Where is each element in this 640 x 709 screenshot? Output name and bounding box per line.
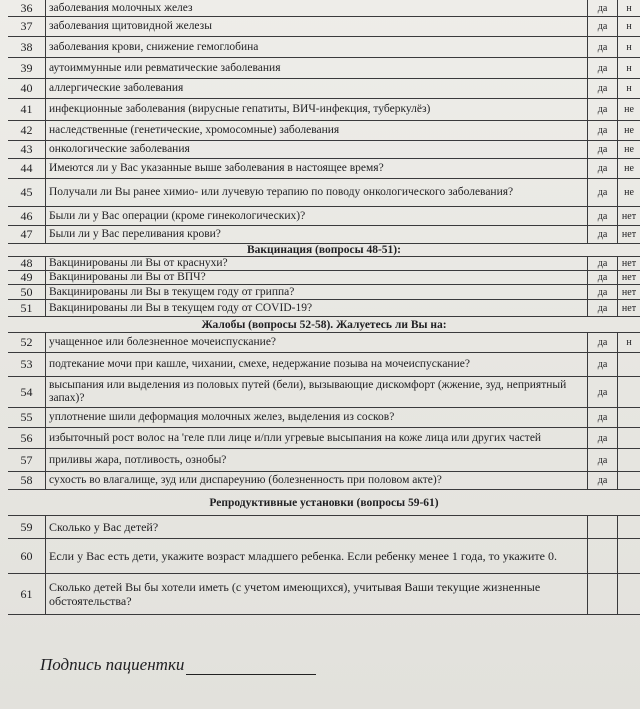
question-number: 48 [8,257,46,270]
question-row-48 [8,257,640,271]
question-text: Вакцинированы ли Вы от ВПЧ? [46,271,588,284]
question-number: 57 [8,449,46,471]
section-header [8,244,640,257]
answer-no[interactable]: не [624,104,634,115]
question-number: 42 [8,121,46,140]
answer-yes[interactable]: да [588,449,618,471]
answer-yes[interactable]: да [588,408,618,427]
question-text: уплотнение шили деформация молочных желез, выделения из сосков? [46,408,588,427]
signature-blank[interactable] [186,660,316,675]
answer-yes[interactable]: да [588,58,618,78]
question-row-56 [8,428,640,449]
question-number: 60 [8,539,46,573]
question-row-60 [8,539,640,574]
answer-yes[interactable]: да [588,300,618,316]
answer-no[interactable]: н [626,41,632,53]
answer-no[interactable]: не [624,187,634,198]
answer-yes[interactable]: да [588,99,618,120]
question-number: 51 [8,300,46,316]
question-row-43 [8,141,640,159]
question-number: 55 [8,408,46,427]
question-row-41 [8,99,640,121]
answer-yes[interactable]: да [588,271,618,284]
question-number: 45 [8,179,46,206]
section-header [8,317,640,333]
answer-no[interactable]: нет [621,258,637,269]
section-header-title: Репродуктивные установки (вопросы 59-61) [209,496,439,509]
question-row-59 [8,516,640,539]
question-row-53 [8,353,640,377]
question-row-44 [8,159,640,179]
question-number: 50 [8,285,46,299]
answer-yes[interactable]: да [588,353,618,376]
answer-no[interactable]: н [626,21,632,32]
answer-no[interactable]: нет [621,302,637,314]
question-text: Вакцинированы ли Вы в текущем году от гриппа? [46,285,588,299]
answer-no[interactable]: не [624,144,634,155]
question-text: заболевания молочных желез [46,0,588,16]
answer-no[interactable]: не [624,163,634,174]
question-text: Если у Вас есть дети, укажите возраст младшего ребенка. Если ребенку менее 1 года, то укажите 0. [46,539,588,573]
question-number: 37 [8,17,46,36]
question-row-54 [8,377,640,408]
question-row-39 [8,58,640,79]
question-row-36 [8,0,640,17]
answer-yes[interactable]: да [588,257,618,270]
section-header-title: Жалобы (вопросы 52-58). Жалуетесь ли Вы на: [201,318,447,331]
question-number: 47 [8,226,46,243]
question-number: 43 [8,141,46,158]
answer-yes[interactable]: да [588,17,618,36]
answer-yes[interactable]: да [588,37,618,57]
question-text: инфекционные заболевания (вирусные гепатиты, ВИЧ-инфекция, туберкулёз) [46,99,588,120]
question-number: 54 [8,377,46,407]
answer-yes[interactable]: да [588,121,618,140]
question-number: 58 [8,472,46,489]
answer-no[interactable]: нет [621,210,637,222]
question-text: заболевания щитовидной железы [46,17,588,36]
question-text: избыточный рост волос на 'геле пли лице и/пли угревые высыпания на коже лица или других частей [46,428,588,448]
answer-yes[interactable] [588,574,618,614]
question-row-38 [8,37,640,58]
answer-yes[interactable]: да [588,159,618,178]
section-header [8,490,640,516]
answer-yes[interactable]: да [588,141,618,158]
question-row-58 [8,472,640,490]
answer-no[interactable] [618,408,640,427]
question-row-52 [8,333,640,353]
question-text: сухость во влагалище, зуд или диспареунию (болезненность при половом акте)? [46,472,588,489]
answer-no[interactable]: н [626,2,632,14]
answer-no[interactable]: н [626,337,632,348]
answer-yes[interactable]: да [588,285,618,299]
answer-no[interactable] [618,428,640,448]
answer-yes[interactable]: да [588,226,618,243]
question-number: 46 [8,207,46,225]
question-row-49 [8,271,640,285]
answer-no[interactable] [618,574,640,614]
question-number: 52 [8,333,46,352]
answer-yes[interactable]: да [588,428,618,448]
question-text: Сколько у Вас детей? [46,516,588,538]
answer-yes[interactable] [588,516,618,538]
answer-no[interactable]: нет [621,272,637,283]
question-number: 56 [8,428,46,448]
question-number: 44 [8,159,46,178]
question-number: 41 [8,99,46,120]
signature-label: Подпись пациентки [40,655,185,674]
question-row-47 [8,226,640,244]
question-row-61 [8,574,640,615]
answer-no[interactable]: н [626,83,632,94]
answer-no[interactable] [618,472,640,489]
question-number: 59 [8,516,46,538]
question-text: Сколько детей Вы бы хотели иметь (с учетом имеющихся), учитывая Ваши текущие жизненные обстоятельства? [46,574,588,614]
question-number: 38 [8,37,46,57]
question-text: приливы жара, потливость, ознобы? [46,449,588,471]
question-number: 40 [8,79,46,98]
answer-yes[interactable]: да [588,333,618,352]
question-row-46 [8,207,640,226]
answer-yes[interactable]: да [588,472,618,489]
question-text: онкологические заболевания [46,141,588,158]
question-text: Были ли у Вас операции (кроме гинекологических)? [46,207,588,225]
question-text: Получали ли Вы ранее химио- или лучевую терапию по поводу онкологического заболевания? [46,179,588,206]
answer-no[interactable]: н [626,62,632,74]
question-number: 39 [8,58,46,78]
answer-no[interactable] [618,516,640,538]
question-row-37 [8,17,640,37]
answer-no[interactable] [618,449,640,471]
question-number: 53 [8,353,46,376]
question-row-51 [8,300,640,317]
answer-no[interactable] [618,353,640,376]
question-row-40 [8,79,640,99]
question-text: высыпания или выделения из половых путей (бели), вызывающие дискомфорт (жжение, зуд, неприятный запах)? [46,377,588,407]
question-text: учащенное или болезненное мочеиспускание? [46,333,588,352]
question-text: Вакцинированы ли Вы в текущем году от COVID-19? [46,300,588,316]
question-row-57 [8,449,640,472]
answer-yes[interactable]: да [588,179,618,206]
question-number: 36 [8,0,46,16]
answer-yes[interactable]: да [588,79,618,98]
question-text: заболевания крови, снижение гемоглобина [46,37,588,57]
answer-no[interactable]: нет [621,229,637,240]
answer-no[interactable]: нет [621,286,637,298]
question-text: подтекание мочи при кашле, чихании, смехе, недержание позыва на мочеиспускание? [46,353,588,376]
answer-yes[interactable]: да [588,207,618,225]
question-row-50 [8,285,640,300]
question-row-55 [8,408,640,428]
question-row-45 [8,179,640,207]
answer-no[interactable] [618,377,640,407]
answer-yes[interactable]: да [588,0,618,16]
question-text: Вакцинированы ли Вы от краснухи? [46,257,588,270]
question-number: 49 [8,271,46,284]
answer-no[interactable]: не [624,125,634,136]
answer-no[interactable] [618,539,640,573]
question-text: Имеются ли у Вас указанные выше заболевания в настоящее время? [46,159,588,178]
question-text: наследственные (генетические, хромосомные) заболевания [46,121,588,140]
question-text: Были ли у Вас переливания крови? [46,226,588,243]
question-number: 61 [8,574,46,614]
answer-yes[interactable] [588,539,618,573]
question-text: аутоиммунные или ревматические заболевания [46,58,588,78]
question-text: аллергические заболевания [46,79,588,98]
answer-yes[interactable]: да [588,377,618,407]
question-row-42 [8,121,640,141]
patient-signature-line [40,655,316,675]
section-header-title: Вакцинация (вопросы 48-51): [247,244,401,256]
